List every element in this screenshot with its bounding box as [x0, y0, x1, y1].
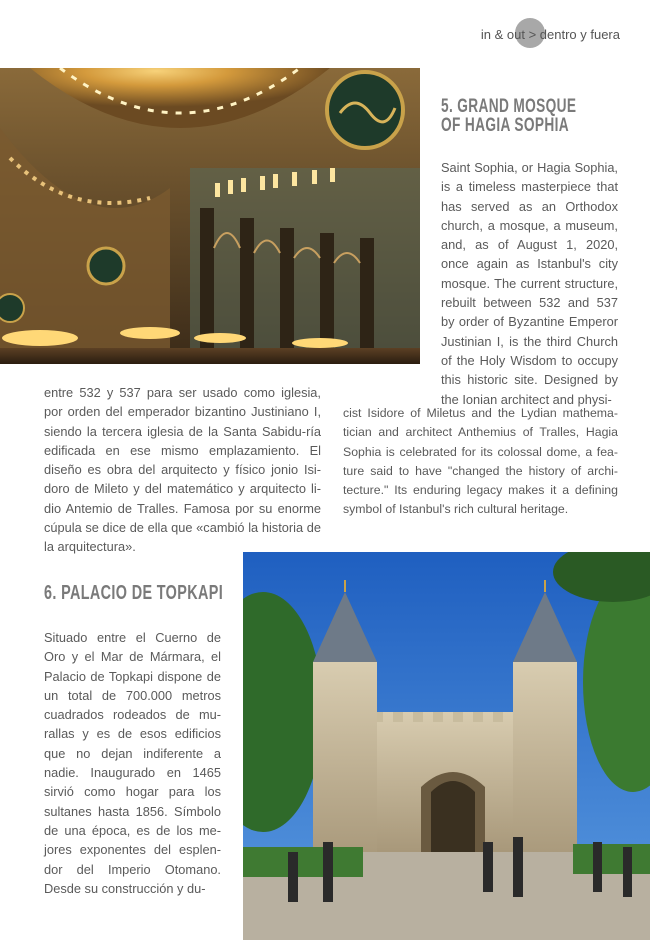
section-header-label: in & out > dentro y fuera	[480, 26, 620, 42]
section5-title-line1: 5. GRAND MOSQUE	[441, 96, 577, 117]
section5-english-text-narrow: Saint Sophia, or Hagia Sophia, is a timeless masterpiece that has served as an Orthodox church, a mosque, a museum, and, as of August 1, 2020, once again as Istanbul's city mosque. The current structure, rebuilt between 532 and 537 by order of Byzantine Emperor Justinian I, is the third Church of the Holy Wisdom to occupy this historic site. Designed by the Ionian architect and physi-	[441, 160, 618, 407]
hagia-sophia-interior-photo	[0, 68, 420, 364]
section6-spanish-text: Situado entre el Cuerno de Oro y el Mar de Mármara, el Palacio de Topkapi dispone de un total de 700.000 metros cuadrados rodeados de mu-rallas y es de esos edificios que no dejan indiferente a nadie. Inaugurado en 1465 sirvió como hogar para los sultanes hasta 1856. Símbolo de una época, es de los me-jores exponentes del esplen-dor del Imperio Otomano. Desde su construcción y du-	[44, 630, 221, 896]
topkapi-palace-gate-photo	[243, 552, 650, 940]
section5-english-text-wide: cist Isidore of Miletus and the Lydian mathema-tician and architect Anthemius of Tralles, Hagia Sophia is celebrated for its colossal dome, a fea-ture said to have "changed the history of archi-tecture." Its enduring legacy makes it a defining symbol of Istanbul's rich cultural heritage.	[343, 406, 618, 517]
section5-title-line2: OF HAGIA SOPHIA	[441, 115, 570, 136]
section6-title: 6. PALACIO DE TOPKAPI	[44, 582, 224, 604]
section5-spanish-text: entre 532 y 537 para ser usado como iglesia, por orden del emperador bizantino Justiniano I, siendo la tercera iglesia de la Santa Sabidu-ría edificada en ese mismo emplazamiento. El diseño es obra del arquitecto y físico jonio Isi-doro de Mileto y del matemático y arquitecto li-dio Antemio de Tralles. Famosa por su enorme cúpula se dice de ella que «cambió la historia de la arquitectura».	[44, 385, 321, 555]
section-header	[481, 22, 620, 46]
section5-title	[441, 97, 576, 135]
